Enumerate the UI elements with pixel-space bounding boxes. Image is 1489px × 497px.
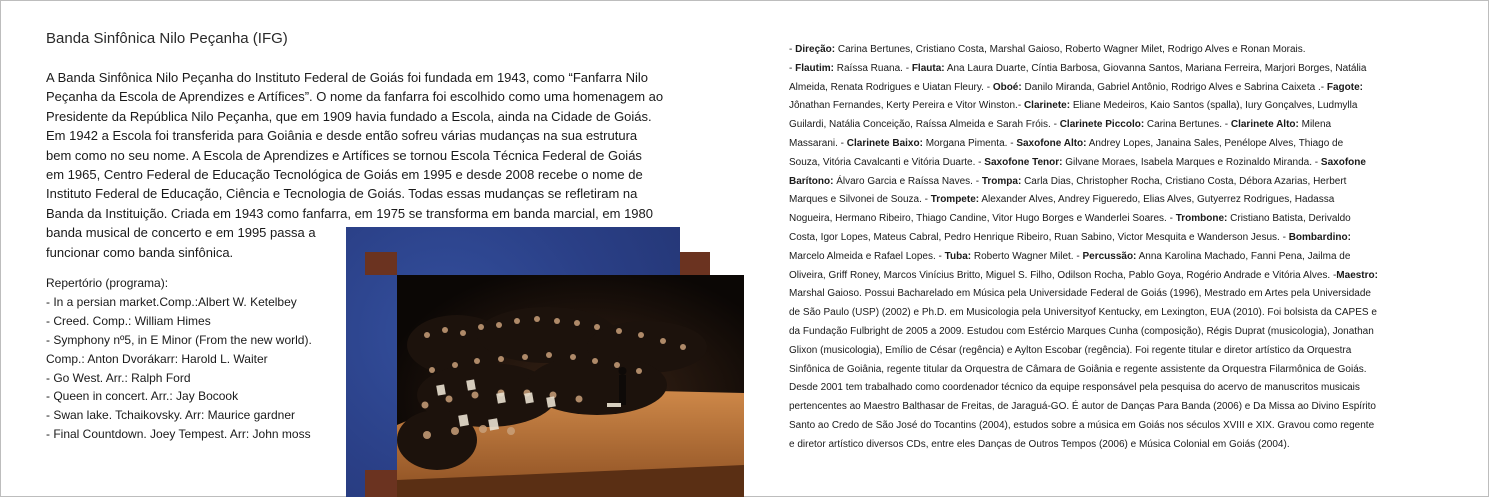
credits-line [789, 229, 1461, 248]
credits-role-label: Clarinete Alto: [1230, 119, 1299, 131]
credits-text: de São Paulo (USP) (2002) e Ph.D. em Musicologia pela Universityof Kentucky, em Lexington, EUA (2010). Foi bolsista da CAPES e [789, 307, 1377, 319]
page-title: Banda Sinfônica Nilo Peçanha (IFG) [46, 30, 288, 47]
credits-text: Oliveira, Griff Roney, Marcos Vinícius Britto, Miguel S. Filho, Odilson Rocha, Pablo Goya, Rogério Andrade e Vitória Alves. - [789, 269, 1337, 281]
credits-role-label: Fagote: [1326, 81, 1363, 93]
decorative-brown-block [680, 252, 710, 275]
credits-line [789, 304, 1461, 323]
credits-role-label: Maestro: [1336, 269, 1378, 281]
credits-text: Carina Bertunes, Cristiano Costa, Marshal Gaioso, Roberto Wagner Milet, Rodrigo Alves e Ronan Morais. [835, 44, 1306, 55]
credits-line [789, 436, 1461, 455]
credits-role-label: Tuba: [944, 250, 972, 262]
credits-line [789, 116, 1461, 135]
credits-text: Marcelo Almeida e Rafael Lopes. - [789, 250, 945, 262]
credits-line [789, 97, 1461, 116]
credits-role-label: Clarinete Baixo: [846, 137, 923, 149]
credits-text: Massarani. - [789, 137, 847, 149]
credits-text: Souza, Vitória Cavalcanti e Vitória Duarte. - [789, 156, 985, 168]
credits-text: Cristiano Batista, Derivaldo [1227, 213, 1351, 225]
credits-role-label: Saxofone [1320, 156, 1366, 168]
credits-line [789, 79, 1461, 98]
repertoire-item: Comp.: Anton Dvorákarr: Harold L. Waiter [46, 351, 268, 366]
intro-line: em 1965, Centro Federal de Educação Tecnológica de Goiás em 1995 e desde 2008 recebe o nome de [46, 167, 643, 183]
credits-role-label: Flautim: [795, 62, 834, 74]
orchestra-photo [397, 275, 744, 497]
credits-text: Roberto Wagner Milet. - [971, 250, 1083, 262]
credits-text: Álvaro Garcia e Raíssa Naves. - [833, 175, 982, 187]
credits-text: da Fundação Fulbright de 2005 a 2009. Estudou com Estércio Marques Cunha (composição), Régis Duprat (musicologia), Jonathan [789, 325, 1374, 337]
credits-text: Nogueira, Hermano Ribeiro, Thiago Candine, Vitor Hugo Borges e Wanderlei Soares. - [789, 213, 1176, 225]
credits-role-label: Clarinete Piccolo: [1059, 119, 1145, 131]
credits-text: Jônathan Fernandes, Kerty Pereira e Vitor Winston.- [789, 100, 1024, 112]
credits-role-label: Trompa: [981, 175, 1022, 187]
credits-text: Eliane Medeiros, Kaio Santos (spalla), Iury Gonçalves, Ludmylla [1070, 100, 1358, 112]
credits-text: - [789, 62, 796, 74]
credits-line [789, 191, 1461, 210]
intro-line: Banda da Instituição. Criada em 1943 como fanfarra, em 1975 se transforma em banda marcial, em 1980 [46, 205, 653, 221]
credits-text: Guilardi, Natália Conceição, Raíssa Almeida e Sarah Fróis. - [789, 119, 1060, 131]
repertoire-item: - Symphony nº5, in E Minor (From the new world). [46, 332, 312, 347]
intro-line: bem como no seu nome. A Escola de Aprendizes e Artífices se tornou Escola Técnica Federal de Goiás [46, 147, 642, 163]
credits-line [789, 248, 1461, 267]
credits-text: Sinfônica de Goiânia, regente titular da Orquestra de Câmara de Goiânia e regente assistente da Orquestra Filarmônica de Goiás. [789, 363, 1367, 375]
intro-line: Presidente da República Nilo Peçanha, que em 1909 havia fundado a Escola, ainda na Cidade de Goiás. [46, 108, 652, 124]
credits-role-label: Clarinete: [1023, 100, 1071, 112]
credits-text: Santo ao Credo de São José do Tocantins (2004), estudos sobre a música em Goiás nos séculos XVIII e XIX. Gravou como regente [789, 419, 1375, 431]
credits-line [789, 210, 1461, 229]
credits-text: Danilo Miranda, Gabriel Antônio, Rodrigo Alves e Sabrina Caixeta .- [1021, 81, 1327, 93]
credits-text: Marques e Silvonei de Souza. - [789, 194, 931, 206]
credits-role-label: Saxofone Alto: [1016, 137, 1087, 149]
credits-role-label: Trompete: [930, 194, 980, 206]
credits-role-label: Percussão: [1082, 250, 1137, 262]
orchestra-photo-image [397, 275, 744, 497]
credits-line [789, 173, 1461, 192]
credits-text: pertencentes ao Maestro Balthasar de Freitas, de Jaraguá-GO. É autor de Danças Para Banda (2006) e Da Missa ao Divino Espírito [789, 401, 1376, 413]
intro-line: Em 1942 a Escola foi transferida para Goiânia e desde então sofreu várias mudanças na sua estrutura [46, 128, 638, 144]
intro-line: funcionar como banda sinfônica. [46, 244, 234, 260]
credits-text: Glixon (musicologia), Emílio de César (regência) e Aylton Escobar (regência). Foi regente titular e diretor artístico da Orquestra [789, 344, 1352, 356]
repertoire-item: - Swan lake. Tchaikovsky. Arr: Maurice gardner [46, 408, 295, 423]
credits-text: Desde 2001 tem trabalhado como coordenador técnico da equipe responsável pela pesquisa do acervo de manuscritos musicais [789, 382, 1360, 394]
credits-text: Carla Dias, Christopher Rocha, Cristiano Costa, Débora Azarias, Herbert [1021, 175, 1347, 187]
credits-text: Gilvane Moraes, Isabela Marques e Rozinaldo Miranda. - [1062, 156, 1321, 168]
repertoire-item: - Creed. Comp.: William Himes [46, 313, 211, 328]
intro-line: Peçanha da Escola de Aprendizes e Artífices”. O nome da fanfarra foi escolhido como uma homenagem ao [46, 89, 664, 105]
credits-role-label: Barítono: [789, 175, 834, 187]
credits-text: Morgana Pimenta. - [922, 137, 1017, 149]
decorative-brown-block [365, 470, 397, 497]
credits-text: Milena [1298, 119, 1332, 131]
credits-line [789, 135, 1461, 154]
intro-line: banda musical de concerto e em 1995 passa a [46, 225, 316, 241]
credits-paragraph [789, 41, 1461, 455]
credits-role-label: Trombone: [1175, 213, 1228, 225]
intro-line: Instituto Federal de Educação, Ciência e Tecnologia de Goiás. Todas essas mudanças se refletiram na [46, 186, 638, 202]
credits-text: Raíssa Ruana. - [834, 62, 912, 74]
credits-role-label: Saxofone Tenor: [984, 156, 1063, 168]
credits-text: Andrey Lopes, Janaina Sales, Penélope Alves, Thiago de [1086, 137, 1344, 149]
repertoire-item: - Go West. Arr.: Ralph Ford [46, 370, 191, 385]
credits-text: Ana Laura Duarte, Cíntia Barbosa, Giovanna Santos, Mariana Ferreira, Marjori Borges, Natália [944, 62, 1367, 74]
credits-text: Carina Bertunes. - [1144, 119, 1231, 131]
credits-text: - [789, 44, 796, 55]
repertoire-item: - Queen in concert. Arr.: Jay Bocook [46, 389, 239, 404]
credits-role-label: Oboé: [992, 81, 1022, 93]
credits-line [789, 267, 1461, 286]
credits-line [789, 398, 1461, 417]
credits-text: e diretor artístico diversos CDs, entre eles Danças de Outros Tempos (2006) e Música Colonial em Goiás (2004). [789, 438, 1290, 450]
credits-text: Marshal Gaioso. Possui Bacharelado em Música pela Universidade Federal de Goiás (1996), Mestrado em Artes pela Universidade [789, 288, 1371, 300]
credits-text: Anna Karolina Machado, Fanni Pena, Jailma de [1136, 250, 1351, 262]
credits-text: Almeida, Renata Rodrigues e Uiatan Fleury. - [789, 81, 993, 93]
repertoire-item: - In a persian market.Comp.:Albert W. Ketelbey [46, 294, 297, 309]
credits-text: Alexander Alves, Andrey Figueredo, Elias Alves, Gutyerrez Rodrigues, Hadassa [979, 194, 1335, 206]
credits-role-label: Flauta: [911, 62, 945, 74]
repertoire-item: - Final Countdown. Joey Tempest. Arr: John moss [46, 427, 311, 442]
credits-role-label: Direção: [795, 44, 836, 55]
credits-line [789, 417, 1461, 436]
repertoire-item: Repertório (programa): [46, 276, 169, 290]
credits-line [789, 379, 1461, 398]
credits-line [789, 361, 1461, 380]
credits-line [789, 60, 1461, 79]
credits-line [789, 323, 1461, 342]
intro-line: A Banda Sinfônica Nilo Peçanha do Instituto Federal de Goiás foi fundada em 1943, como “Fanfarra Nilo [46, 70, 648, 85]
credits-line [789, 41, 1461, 60]
credits-text: Costa, Igor Lopes, Mateus Cabral, Pedro Henrique Ribeiro, Ruan Sabino, Victor Mesquita e Wanderson Jesus. - [789, 231, 1289, 243]
decorative-brown-block [365, 252, 397, 275]
credits-line [789, 154, 1461, 173]
credits-role-label: Bombardino: [1288, 231, 1351, 243]
repertoire-list [46, 274, 312, 444]
credits-line [789, 342, 1461, 361]
credits-line [789, 285, 1461, 304]
